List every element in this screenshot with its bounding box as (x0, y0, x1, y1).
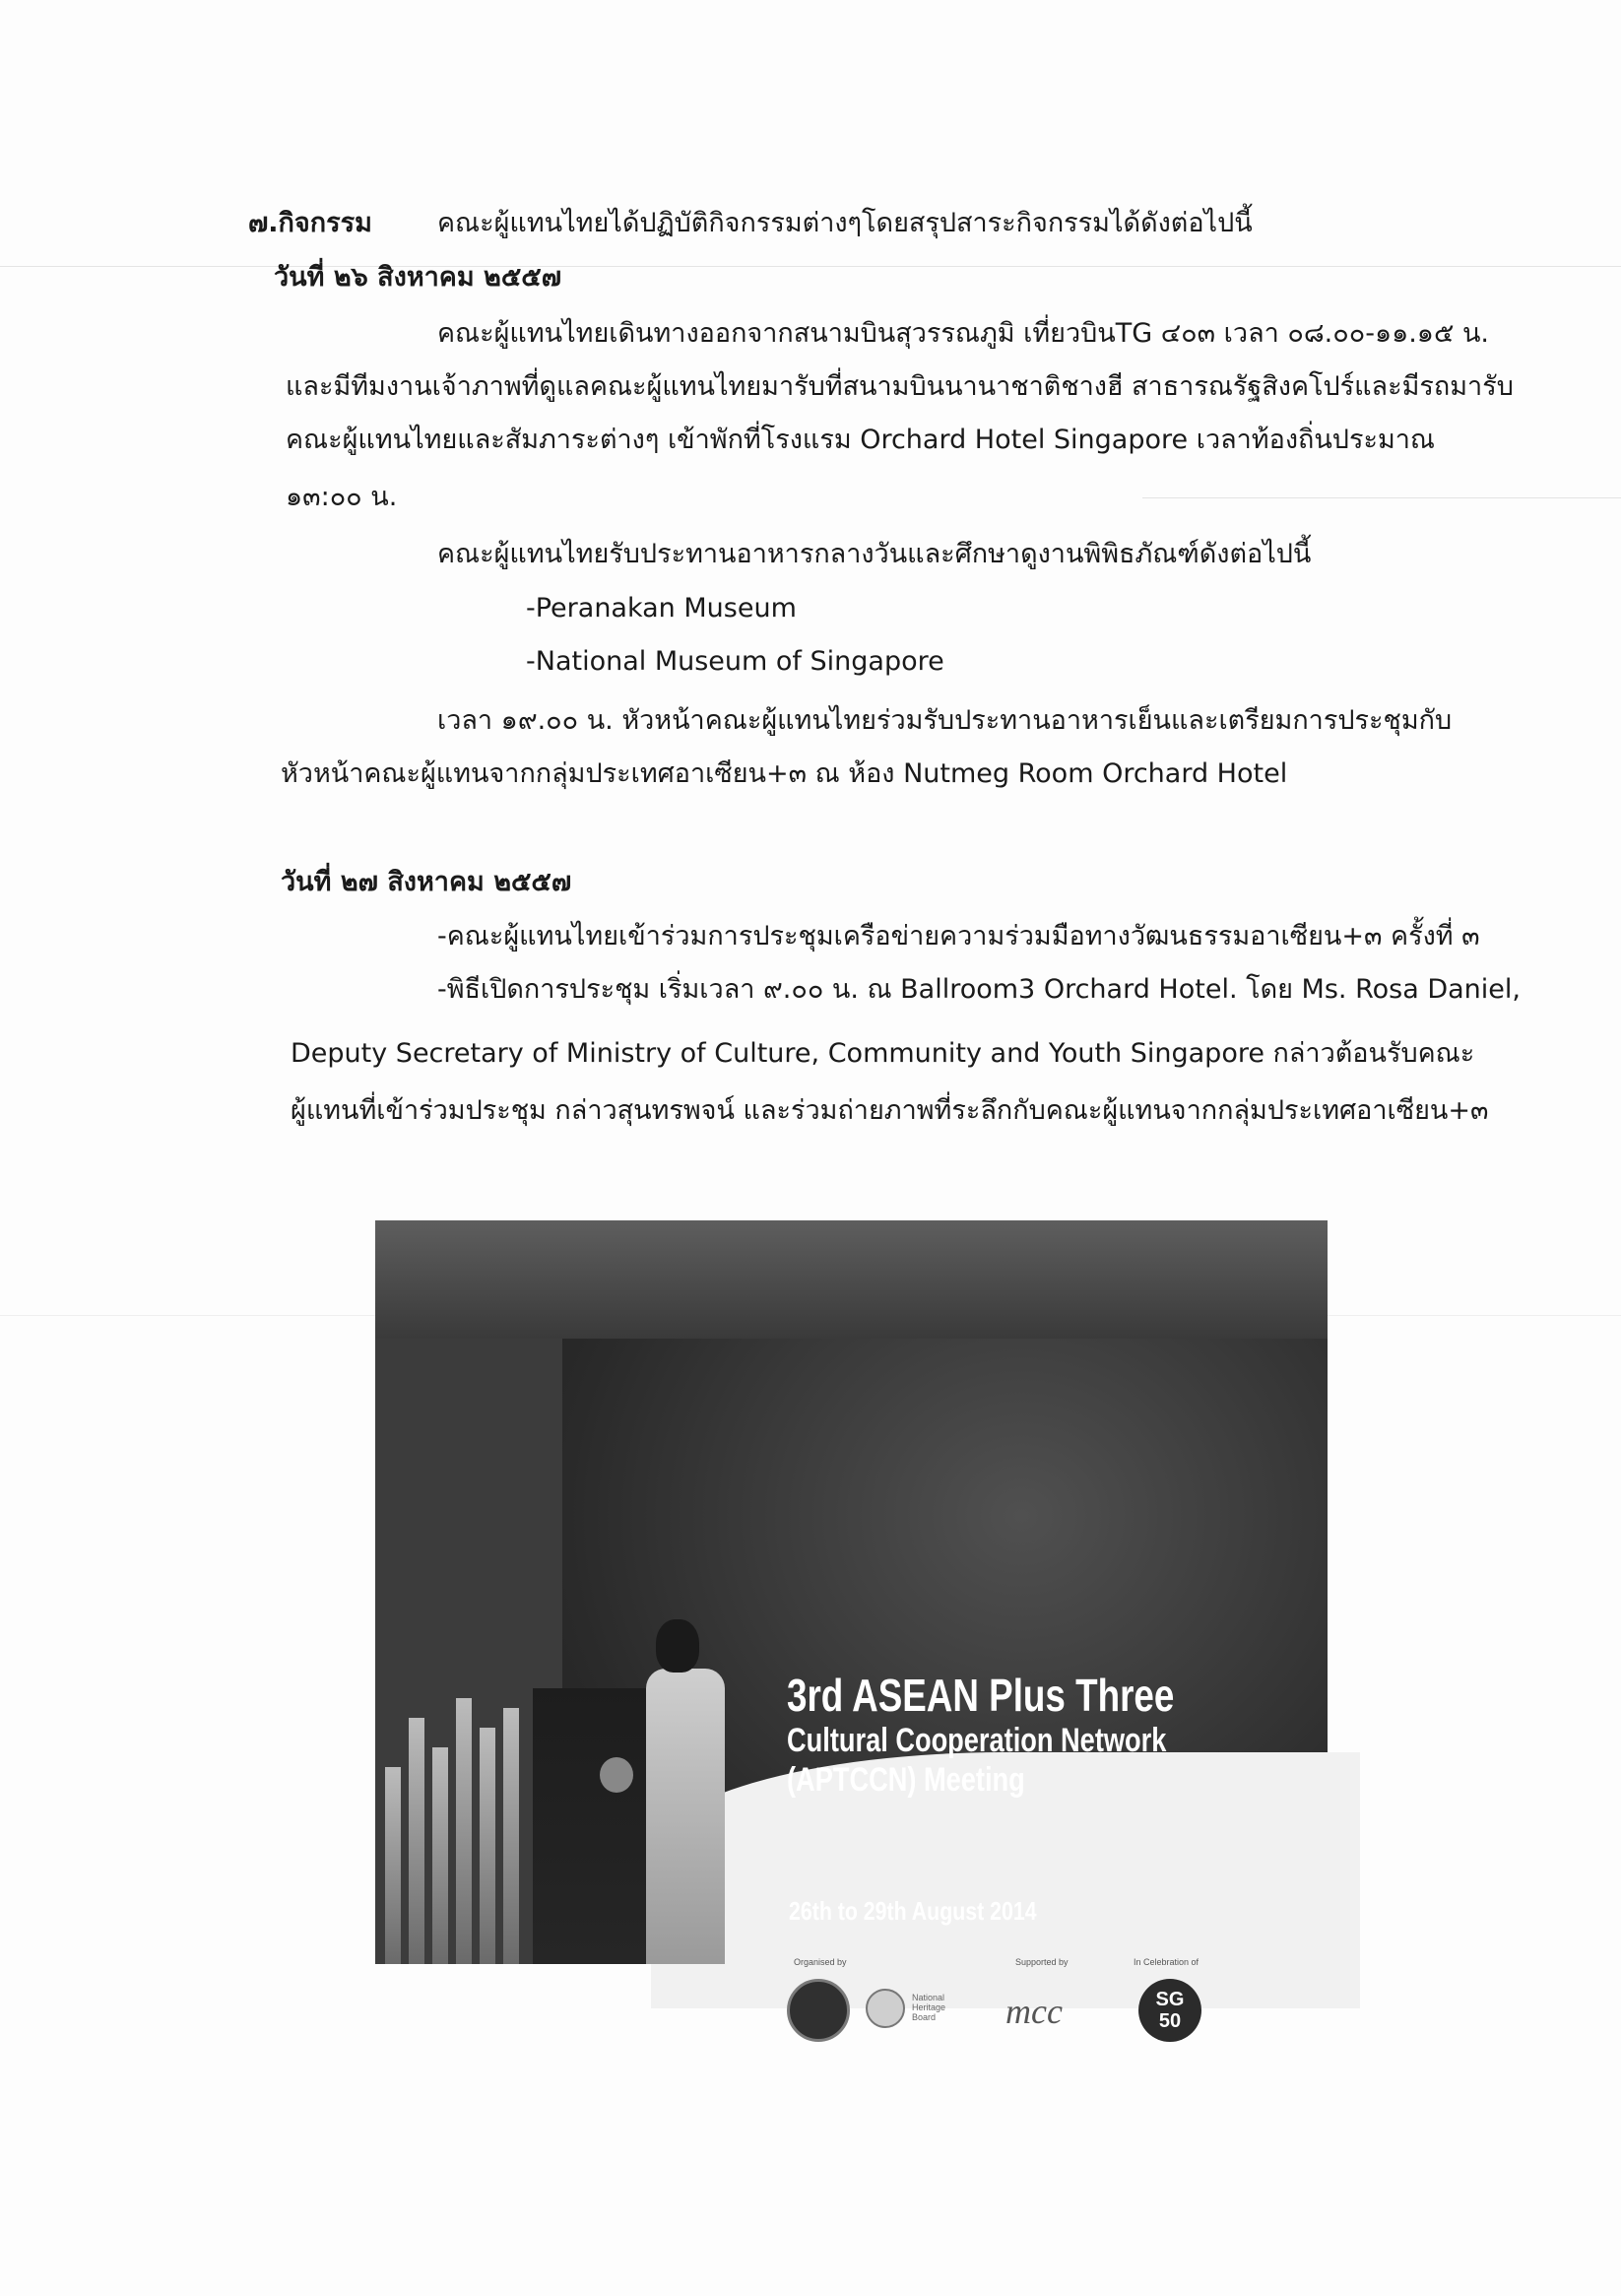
day1-paragraph-line: ๑๓:๐๐ น. (286, 482, 398, 512)
flag (385, 1767, 401, 1964)
scan-line (1142, 497, 1621, 498)
day1-paragraph-line: และมีทีมงานเจ้าภาพที่ดูแลคณะผู้แทนไทยมารับที่สนามบินนานาชาติชางฮี สาธารณรัฐสิงคโปร์และมีรถมารับ (286, 371, 1514, 402)
asean-logo-icon (787, 1979, 850, 2042)
day2-item-line: ผู้แทนที่เข้าร่วมประชุม กล่าวสุนทรพจน์ และร่วมถ่ายภาพที่ระลึกกับคณะผู้แทนจากกลุ่มประเทศอาเซียน+๓ (291, 1095, 1489, 1126)
supported-by-caption: Supported by (1015, 1957, 1069, 1967)
podium-emblem-icon (600, 1757, 633, 1793)
flag (456, 1698, 472, 1964)
flag (480, 1728, 495, 1964)
day1-dinner-line: เวลา ๑๙.๐๐ น. หัวหน้าคณะผู้แทนไทยร่วมรับประทานอาหารเย็นและเตรียมการประชุมกับ (437, 705, 1453, 736)
event-dates: 26th to 29th August 2014 (789, 1896, 1037, 1926)
flag (432, 1747, 448, 1964)
section-title: ๗.กิจกรรม (248, 208, 372, 238)
day1-dinner-line: หัวหน้าคณะผู้แทนจากกลุ่มประเทศอาเซียน+๓ ณ ห้อง Nutmeg Room Orchard Hotel (281, 758, 1288, 789)
celebration-caption: In Celebration of (1134, 1957, 1200, 1967)
speaker-head (656, 1619, 699, 1673)
day2-item-line: Deputy Secretary of Ministry of Culture, Community and Youth Singapore กล่าวต้อนรับคณะ (291, 1038, 1475, 1069)
scan-line (0, 266, 1621, 267)
event-title-line: (APTCCN) Meeting (787, 1761, 1025, 1799)
event-title (787, 1670, 1174, 1800)
flag (503, 1708, 519, 1964)
nhb-logo-icon (866, 1989, 905, 2028)
event-title-line: Cultural Cooperation Network (787, 1722, 1167, 1759)
day2-item-line: -พิธีเปิดการประชุม เริ่มเวลา ๙.๐๐ น. ณ Ballroom3 Orchard Hotel. โดย Ms. Rosa Daniel, (437, 974, 1521, 1005)
podium (533, 1688, 651, 1964)
sg50-logo-bottom: 50 (1158, 2010, 1182, 2032)
organised-by-caption: Organised by (794, 1957, 847, 1967)
museum-item: -National Museum of Singapore (526, 646, 944, 677)
sg50-logo (1138, 1979, 1201, 2042)
day1-paragraph-line: คณะผู้แทนไทยและสัมภาระต่างๆ เข้าพักที่โรงแรม Orchard Hotel Singapore เวลาท้องถิ่นประมาณ (286, 425, 1435, 455)
mcc-logo: mcc (1005, 1992, 1063, 2031)
speaker-figure (646, 1669, 725, 1964)
section-intro: คณะผู้แทนไทยได้ปฏิบัติกิจกรรมต่างๆโดยสรุปสาระกิจกรรมได้ดังต่อไปนี้ (437, 208, 1253, 238)
sg50-logo-top: SG (1155, 1989, 1185, 2010)
meeting-photo (375, 1220, 1328, 2032)
flag (409, 1718, 424, 1964)
day1-heading: วันที่ ๒๖ สิงหาคม ๒๕๕๗ (274, 262, 562, 293)
ceiling (375, 1220, 1328, 1339)
day1-paragraph-line: คณะผู้แทนไทยเดินทางออกจากสนามบินสุวรรณภูมิ เที่ยวบินTG ๔๐๓ เวลา ๐๘.๐๐-๑๑.๑๕ น. (437, 318, 1490, 349)
museum-item: -Peranakan Museum (526, 593, 797, 623)
nhb-logo-text: National Heritage Board (912, 1993, 946, 2022)
day2-item: -คณะผู้แทนไทยเข้าร่วมการประชุมเครือข่ายความร่วมมือทางวัฒนธรรมอาเซียน+๓ ครั้งที่ ๓ (437, 921, 1480, 951)
day2-heading: วันที่ ๒๗ สิงหาคม ๒๕๕๗ (281, 867, 572, 897)
event-title-line: 3rd ASEAN Plus Three (787, 1670, 1175, 1721)
day1-lunch-paragraph: คณะผู้แทนไทยรับประทานอาหารกลางวันและศึกษาดูงานพิพิธภัณฑ์ดังต่อไปนี้ (437, 539, 1312, 569)
